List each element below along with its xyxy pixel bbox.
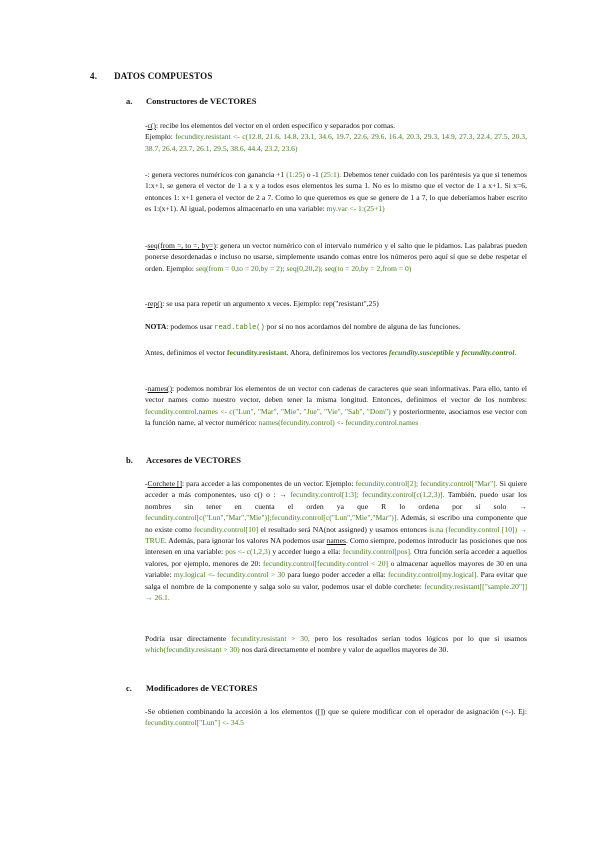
section-heading [90,71,213,81]
subsection-heading-b: b. Accesores de VECTORES [126,455,241,465]
paragraph-nota: NOTA: podemos usar read.table() por si no nos acordamos del nombre de alguna de las funciones. [145,322,461,332]
modify-example-code: fecundity.control["Lun"] <- 34.5 [145,718,244,728]
paragraph-rep-function: -rep(): se usa para repetir un argumento x veces. Ejemplo: rep("resistant",25) [145,299,379,308]
c-function-name: c() [147,121,156,130]
subsection-heading-c: c. Modificadores de VECTORES [126,683,258,693]
paragraph-corchete: -Corchete []: para acceder a las componentes de un vector. Ejemplo: fecundity.control[2]; fecundity.control["Mar"]. Si quiere acceder a más componentes, uso c() o : → fecundity.control[1:3]; fecundity.control[c(1,2,3)]. También, puedo usar los nombres sin tener en cuenta el orden ya que R lo ordena por sí solo → fecundity.control[c("Lun","Mar","Mie")];fecundity.control[c("Lun","Mie","Mar")]. Además, si escribo una componente que no existe como fecundity.control[10] el resultado será NA(not assigned) y usamos entonces is.na (fecundity.control [10]) → TRUE. Además, para ignorar los valores NA podemos usar names. Como siempre, podemos introducir las posiciones que nos interesen en una variable: pos <- c(1,2,3) y acceder luego a ella: fecundity.control[pos]. Otra función sería acceder a aquellos valores, por ejemplo, menores de 20: fecundity.control[fecundity.control < 20] o almacenar aquellos mayores de 30 en una variable: my.logical <- fecundity.control > 30 para luego poder acceder a ella: fecundity.control[my.logical]. Para evitar que salga el nombre de la componente y salga solo su valor, podemos usar el doble corchete: fecundity.resistant[["sample.20"]] → 26.1. [145,479,528,603]
subsection-heading-a: a. Constructores de VECTORES [126,96,257,106]
names-function-name: names() [147,384,172,393]
paragraph-which: Podría usar directamente fecundity.resistant > 30, pero los resultados serían todos lógicos por lo que si usamos which(fecundity.resistant > 30) nos dará directamente el nombre y valor de aquellos mayores de 30. [145,634,527,655]
rep-function-name: rep() [147,299,163,308]
names-example-code: names(fecundity.control) <- fecundity.control.names [258,418,419,428]
paragraph-names-function: -names(): podemos nombrar los elementos de un vector con cadenas de caracteres que sean informativas. Para ello, tanto el vector names como nuestro vector, deben tener la misma longitud. Entonces, definimos el vector de los nombres: fecundity.control.names <- c("Lun", "Mar", "Mie", "Jue", "Vie", "Sab", "Dom") y posteriormente, asociamos ese vector con la función name, al vector numérico: names(fecundity.control) <- fecundity.control.names [145,384,527,428]
paragraph-antes: Antes, definimos el vector fecundity.resistant. Ahora, definiremos los vectores fecundity.susceptible y fecundity.control. [145,348,517,357]
c-example-code: fecundity.resistant <- c(12.8, 21.6, 14.8, 23.1, 34.6, 19.7, 22.6, 29.6, 16.4, 20.3, 29.3, 14.9, 27.3, 22.4, 27.5, 20.3, 38.7, 26.4, 23.7, 26.1, 29.5, 38.6, 44.4, 23.2, 23.6) [145,132,528,153]
seq-example-code: seq(from = 0,to = 20,by = 2); seq(0,20,2); seq(to = 20,by = 2,from = 0) [195,263,412,273]
section-number: 4. [90,71,98,81]
paragraph-c-function: -c(): recibe los elementos del vector en el orden específico y separados por comas. Ejemplo: fecundity.resistant <- c(12.8, 21.6, 14.8, 23.1, 34.6, 19.7, 22.6, 29.6, 16.4, 20.3, 29.3, 14.9, 27.3, 22.4, 27.5, 20.3, 38.7, 26.4, 23.7, 26.1, 29.5, 38.6, 44.4, 23.2, 23.6) [145,121,528,153]
section-title: DATOS COMPUESTOS [114,71,213,81]
seq-function-name: seq(from =, to =, by=) [147,241,216,250]
colon-example-code: my.var <- 1:(25+1) [326,204,385,214]
paragraph-modificadores: -Se obtienen combinando la accesión a los elementos ([]) que se quiere modificar con el operador de asignación (<-). Ej: fecundity.control["Lun"] <- 34.5 [145,707,527,728]
paragraph-colon-operator: -: genera vectores numéricos con ganancia +1 (1:25) o -1 (25:1). Debemos tener cuidado con los paréntesis ya que si tenemos 1:x+1, se genera el vector de 1 a x y a todos esos elementos les suma 1. No es lo mismo que el vector de 1 a x+1. Si x=6, entonces 1: x+1 genera el vector de 2 a 7. Como lo que queremos es que se genere de 1 a 7, lo que deberíamos haber escrito es 1:(x+1). Al igual, podemos almacenarlo en una variable: my.var <- 1:(25+1) [145,170,527,214]
paragraph-seq-function: -seq(from =, to =, by=): genera un vector numérico con el intervalo numérico y el salto que le pidamos. Las palabras pueden ponerse desordenadas e incluso no usarse, simplemente usando comas entre los números pero aquí sí que se debe respetar el orden. Ejemplo: seq(from = 0,to = 20,by = 2); seq(0,20,2); seq(to = 20,by = 2,from = 0) [145,241,528,273]
